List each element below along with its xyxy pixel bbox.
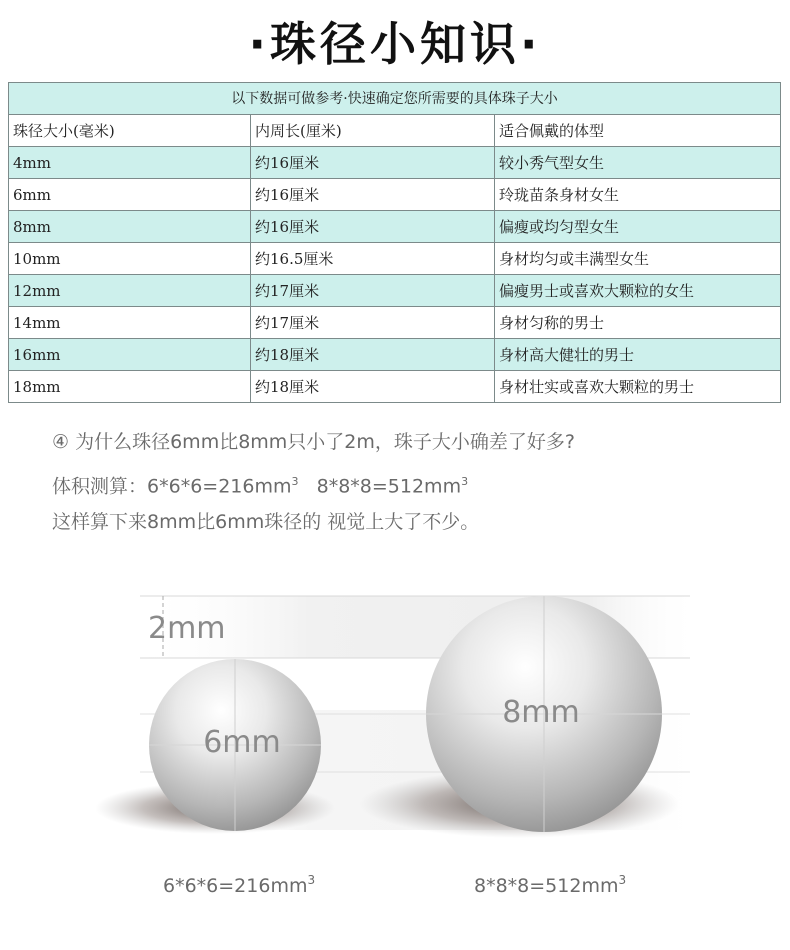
cell-body-type: 较小秀气型女生 [495, 147, 781, 179]
question-line [52, 426, 575, 466]
table-row [9, 211, 781, 243]
cell-circumference: 约16厘米 [251, 179, 495, 211]
page-title: ·珠径小知识· [248, 17, 542, 71]
table-row [9, 147, 781, 179]
table-caption: 以下数据可做参考·快速确定您所需要的具体珠子大小 [9, 83, 781, 115]
cube-exponent: 3 [618, 873, 627, 887]
small-bead-formula [163, 873, 315, 897]
circled-number-marker: ④ [52, 431, 70, 453]
cell-diameter: 18mm [9, 371, 251, 403]
table-row [9, 307, 781, 339]
table-row [9, 371, 781, 403]
small-bead-label: 6mm [203, 725, 281, 760]
cell-circumference: 约16厘米 [251, 147, 495, 179]
cell-circumference: 约17厘米 [251, 275, 495, 307]
cell-body-type: 身材匀称的男士 [495, 307, 781, 339]
cell-circumference: 约16.5厘米 [251, 243, 495, 275]
table-row [9, 179, 781, 211]
cell-diameter: 10mm [9, 243, 251, 275]
volume-line [52, 466, 575, 506]
cell-body-type: 偏瘦男士或喜欢大颗粒的女生 [495, 275, 781, 307]
header-circumference: 内周长(厘米) [251, 115, 495, 147]
table-header-row [9, 115, 781, 147]
volume-6mm-formula: 6*6*6=216mm [147, 475, 292, 498]
large-formula-base: 8*8*8=512mm [474, 875, 619, 897]
bead-comparison-diagram [0, 560, 790, 950]
table-row [9, 339, 781, 371]
cell-diameter: 6mm [9, 179, 251, 211]
volume-8mm-formula: 8*8*8=512mm [316, 475, 462, 498]
cube-exponent: 3 [461, 475, 469, 488]
cell-diameter: 8mm [9, 211, 251, 243]
cell-body-type: 身材壮实或喜欢大颗粒的男士 [495, 371, 781, 403]
cube-exponent: 3 [291, 475, 299, 488]
large-bead-label: 8mm [502, 695, 580, 730]
cell-circumference: 约16厘米 [251, 211, 495, 243]
cell-diameter: 12mm [9, 275, 251, 307]
header-body-type: 适合佩戴的体型 [495, 115, 781, 147]
explanation-notes [52, 426, 575, 546]
table-row [9, 275, 781, 307]
cell-body-type: 偏瘦或均匀型女生 [495, 211, 781, 243]
bead-comparison-illustration [0, 560, 790, 950]
large-bead-formula [474, 873, 626, 897]
cell-diameter: 4mm [9, 147, 251, 179]
cell-diameter: 14mm [9, 307, 251, 339]
volume-prefix: 体积测算： [52, 475, 148, 498]
table-caption-row [9, 83, 781, 115]
table-row [9, 243, 781, 275]
cell-circumference: 约18厘米 [251, 371, 495, 403]
cell-body-type: 身材均匀或丰满型女生 [495, 243, 781, 275]
header-diameter: 珠径大小(毫米) [9, 115, 251, 147]
cube-exponent: 3 [307, 873, 316, 887]
small-formula-base: 6*6*6=216mm [163, 875, 308, 897]
cell-circumference: 约17厘米 [251, 307, 495, 339]
cell-body-type: 玲珑苗条身材女生 [495, 179, 781, 211]
cell-diameter: 16mm [9, 339, 251, 371]
conclusion-line: 这样算下来8mm比6mm珠径的 视觉上大了不少。 [52, 511, 480, 533]
gap-label: 2mm [148, 611, 226, 646]
question-text: 为什么珠径6mm比8mm只小了2m，珠子大小确差了好多? [75, 431, 575, 453]
cell-circumference: 约18厘米 [251, 339, 495, 371]
cell-body-type: 身材高大健壮的男士 [495, 339, 781, 371]
bead-size-table [8, 82, 781, 403]
